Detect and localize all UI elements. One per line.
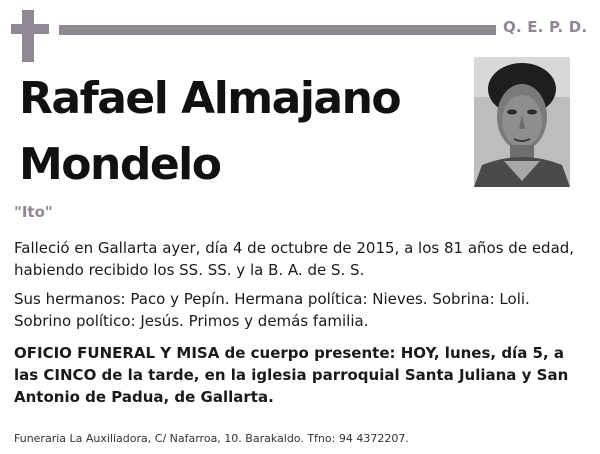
cross-horizontal-bar (11, 24, 49, 34)
cross-vertical-bar (22, 10, 34, 62)
qepd-label: Q. E. P. D. (503, 18, 588, 36)
family-paragraph: Sus hermanos: Paco y Pepín. Hermana política: Nieves. Sobrina: Loli. Sobrino político: Jesús. Primos y demás familia. (14, 290, 530, 330)
portrait-photo (474, 57, 570, 187)
portrait-image (474, 57, 570, 187)
deceased-name (19, 66, 459, 198)
header-rule (59, 25, 496, 35)
funeral-service-paragraph: OFICIO FUNERAL Y MISA de cuerpo presente: HOY, lunes, día 5, a las CINCO de la tarde, en la iglesia parroquial Santa Juliana y San Antonio de Padua, de Gallarta. (14, 344, 569, 406)
name-line-2: Mondelo (19, 139, 221, 190)
funeral-home-footer: Funeraria La Auxiliadora, C/ Nafarroa, 10. Barakaldo. Tfno: 94 4372207. (14, 432, 409, 445)
name-line-1: Rafael Almajano (19, 73, 401, 124)
nickname: "Ito" (14, 203, 53, 221)
death-notice-paragraph: Falleció en Gallarta ayer, día 4 de octubre de 2015, a los 81 años de edad, habiendo recibido los SS. SS. y la B. A. de S. S. (14, 239, 575, 279)
